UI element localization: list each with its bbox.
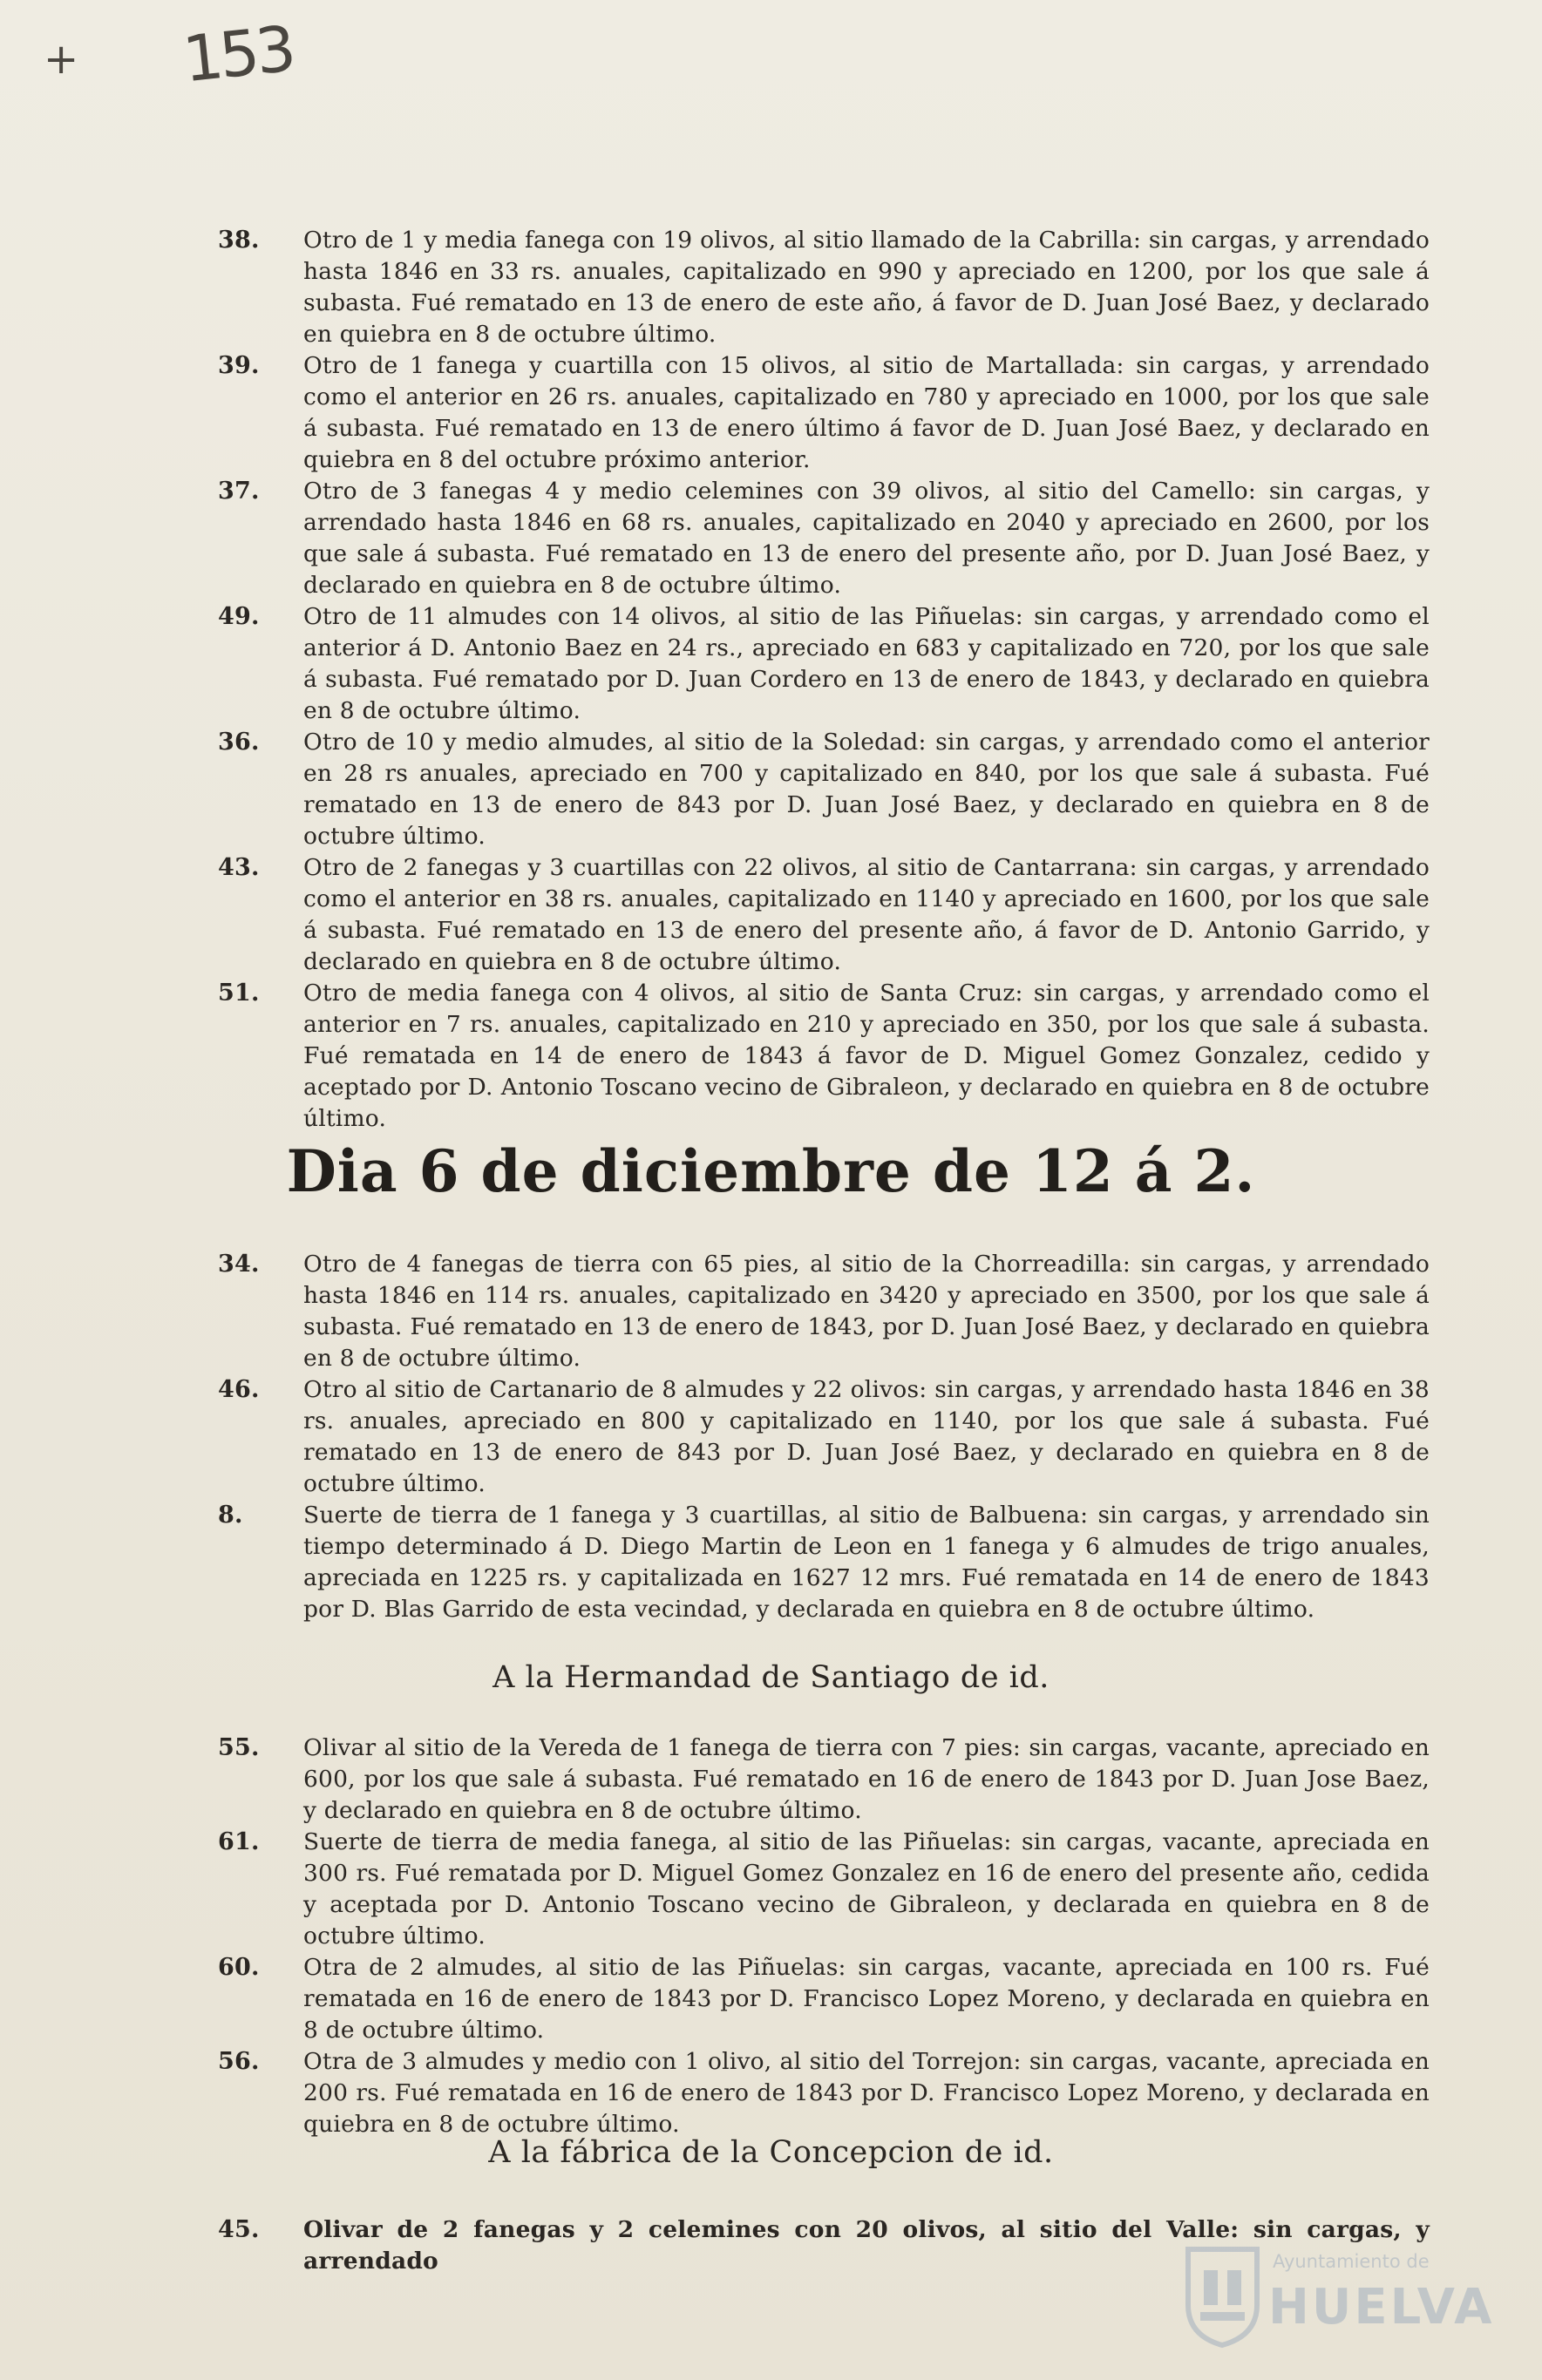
entry-text: Suerte de tierra de 1 fanega y 3 cuartillas, al sitio de Balbuena: sin cargas, y arrendado sin tiempo determinado á D. Diego Martin de Leon en 1 fanega y 6 almudes de trigo anuales, apreciada en 1225 rs. y capitalizada en 1627 12 mrs. Fué rematada en 14 de enero de 1843 por D. Blas Garrido de esta vecindad, y declarada en quiebra en 8 de octubre último. xyxy=(303,1502,1430,1623)
entries-section-c xyxy=(218,1732,1430,2140)
entry-number: 55. xyxy=(218,1734,260,1761)
handwritten-mark: + xyxy=(44,35,79,84)
handwritten-page-number: 153 xyxy=(179,11,296,97)
entry xyxy=(218,1952,1430,2046)
coat-of-arms-icon xyxy=(1181,2244,1264,2349)
entry xyxy=(218,978,1430,1135)
section-heading-fabrica: A la fábrica de la Concepcion de id. xyxy=(488,2135,1054,2170)
entry-number: 39. xyxy=(218,352,260,379)
entry-number: 38. xyxy=(218,227,260,254)
entry-number: 8. xyxy=(218,1502,243,1529)
entry xyxy=(218,1374,1430,1500)
entry-number: 56. xyxy=(218,2048,260,2075)
entry-text: Olivar de 2 fanegas y 2 celemines con 20 olivos, al sitio del Valle: sin cargas, y arrendado xyxy=(303,2216,1430,2275)
entry xyxy=(218,727,1430,852)
entry-number: 46. xyxy=(218,1376,260,1403)
entry xyxy=(218,601,1430,727)
entries-section-a xyxy=(218,225,1430,1135)
entry-number: 60. xyxy=(218,1954,260,1981)
watermark-line1: Ayuntamiento de xyxy=(1273,2251,1430,2272)
entry-number: 51. xyxy=(218,980,260,1007)
archive-watermark xyxy=(1181,2244,1495,2357)
entry xyxy=(218,1249,1430,1374)
entry-number: 36. xyxy=(218,729,260,756)
entry xyxy=(218,1500,1430,1625)
entry-text: Otro de media fanega con 4 olivos, al sitio de Santa Cruz: sin cargas, y arrendado como el anterior en 7 rs. anuales, capitalizado en 210 y apreciado en 350, por los que sale á subasta. Fué rematada en 14 de enero de 1843 á favor de D. Miguel Gomez Gonzalez, cedido y aceptado por D. Antonio Toscano vecino de Gibraleon, y declarado en quiebra en 8 de octubre último. xyxy=(303,980,1430,1132)
watermark-line2: HUELVA xyxy=(1268,2279,1495,2336)
entry-text: Otro al sitio de Cartanario de 8 almudes y 22 olivos: sin cargas, y arrendado hasta 1846 en 38 rs. anuales, apreciado en 800 y capitalizado en 1140, por los que sale á subasta. Fué rematado en 13 de enero de 843 por D. Juan José Baez, y declarado en quiebra en 8 de octubre último. xyxy=(303,1376,1430,1497)
entry-text: Otra de 2 almudes, al sitio de las Piñuelas: sin cargas, vacante, apreciada en 100 rs. Fué rematada en 16 de enero de 1843 por D. Francisco Lopez Moreno, y declarada en quiebra en 8 de octubre último. xyxy=(303,1954,1430,2044)
entry xyxy=(218,2046,1430,2140)
entry-text: Otro de 2 fanegas y 3 cuartillas con 22 olivos, al sitio de Cantarrana: sin cargas, y arrendado como el anterior en 38 rs. anuales, capitalizado en 1140 y apreciado en 1600, por los que sale á subasta. Fué rematado en 13 de enero del presente año, á favor de D. Antonio Garrido, y declarado en quiebra en 8 de octubre último. xyxy=(303,854,1430,975)
entry-text: Otro de 3 fanegas 4 y medio celemines con 39 olivos, al sitio del Camello: sin cargas, y arrendado hasta 1846 en 68 rs. anuales, capitalizado en 2040 y apreciado en 2600, por los que sale á subasta. Fué rematado en 13 de enero del presente año, por D. Juan José Baez, y declarado en quiebra en 8 de octubre último. xyxy=(303,478,1430,599)
entry-number: 61. xyxy=(218,1828,260,1855)
section-heading-hermandad: A la Hermandad de Santiago de id. xyxy=(492,1660,1050,1695)
entry-text: Otro de 4 fanegas de tierra con 65 pies, al sitio de la Chorreadilla: sin cargas, y arrendado hasta 1846 en 114 rs. anuales, capitalizado en 3420 y apreciado en 3500, por los que sale á subasta. Fué rematado en 13 de enero de 1843, por D. Juan José Baez, y declarado en quiebra en 8 de octubre último. xyxy=(303,1251,1430,1372)
entry xyxy=(218,1827,1430,1952)
entry-text: Otro de 11 almudes con 14 olivos, al sitio de las Piñuelas: sin cargas, y arrendado como el anterior á D. Antonio Baez en 24 rs., apreciado en 683 y capitalizado en 720, por los que sale á subasta. Fué rematado por D. Juan Cordero en 13 de enero de 1843, y declarado en quiebra en 8 de octubre último. xyxy=(303,603,1430,724)
entry xyxy=(218,350,1430,476)
entry-text: Otra de 3 almudes y medio con 1 olivo, al sitio del Torrejon: sin cargas, vacante, apreciada en 200 rs. Fué rematada en 16 de enero de 1843 por D. Francisco Lopez Moreno, y declarada en quiebra en 8 de octubre último. xyxy=(303,2048,1430,2138)
entry xyxy=(218,225,1430,350)
entry-text: Olivar al sitio de la Vereda de 1 fanega de tierra con 7 pies: sin cargas, vacante, apreciado en 600, por los que sale á subasta. Fué rematado en 16 de enero de 1843 por D. Juan Jose Baez, y declarado en quiebra en 8 de octubre último. xyxy=(303,1734,1430,1824)
entry xyxy=(218,476,1430,601)
entry-number: 45. xyxy=(218,2216,260,2243)
entry-text: Otro de 1 y media fanega con 19 olivos, al sitio llamado de la Cabrilla: sin cargas, y arrendado hasta 1846 en 33 rs. anuales, capitalizado en 990 y apreciado en 1200, por los que sale á subasta. Fué rematado en 13 de enero de este año, á favor de D. Juan José Baez, y declarado en quiebra en 8 de octubre último. xyxy=(303,227,1430,348)
entry xyxy=(218,1732,1430,1827)
date-heading: Dia 6 de diciembre de 12 á 2. xyxy=(286,1137,1256,1205)
entry-number: 43. xyxy=(218,854,260,881)
entry xyxy=(218,852,1430,978)
entry-number: 34. xyxy=(218,1251,260,1278)
entries-section-b xyxy=(218,1249,1430,1625)
entry-text: Otro de 10 y medio almudes, al sitio de la Soledad: sin cargas, y arrendado como el anterior en 28 rs anuales, apreciado en 700 y capitalizado en 840, por los que sale á subasta. Fué rematado en 13 de enero de 843 por D. Juan José Baez, y declarado en quiebra en 8 de octubre último. xyxy=(303,729,1430,850)
entry-number: 49. xyxy=(218,603,260,630)
entry-text: Suerte de tierra de media fanega, al sitio de las Piñuelas: sin cargas, vacante, apreciada en 300 rs. Fué rematada por D. Miguel Gomez Gonzalez en 16 de enero del presente año, cedida y aceptada por D. Antonio Toscano vecino de Gibraleon, y declarada en quiebra en 8 de octubre último. xyxy=(303,1828,1430,1949)
entry-number: 37. xyxy=(218,478,260,505)
entry-text: Otro de 1 fanega y cuartilla con 15 olivos, al sitio de Martallada: sin cargas, y arrendado como el anterior en 26 rs. anuales, capitalizado en 780 y apreciado en 1000, por los que sale á subasta. Fué rematado en 13 de enero último á favor de D. Juan José Baez, y declarado en quiebra en 8 del octubre próximo anterior. xyxy=(303,352,1430,473)
